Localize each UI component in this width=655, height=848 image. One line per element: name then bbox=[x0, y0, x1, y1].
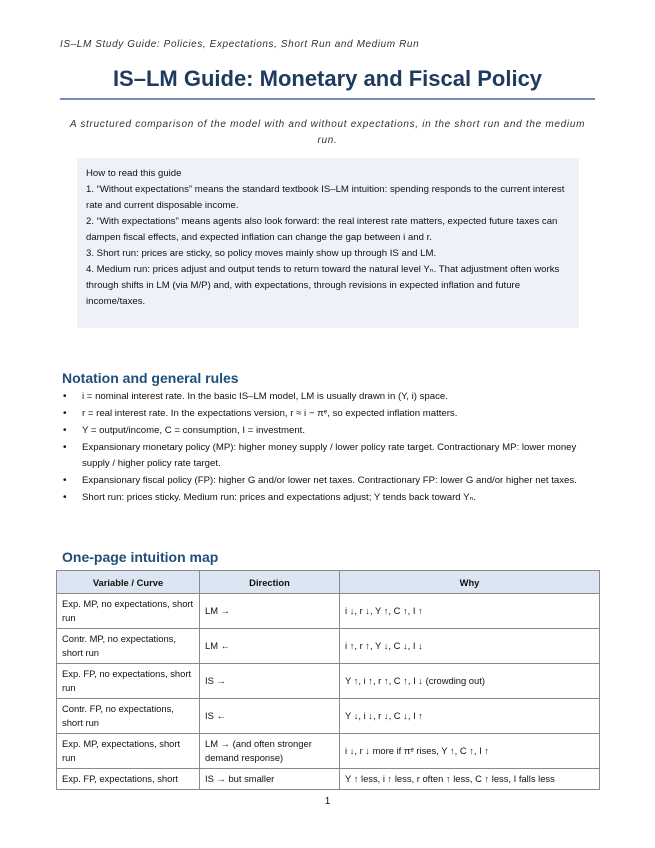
cell-direction: IS → bbox=[200, 664, 340, 699]
running-header: IS–LM Study Guide: Policies, Expectations, Short Run and Medium Run bbox=[60, 39, 420, 50]
cell-why: i ↓, r ↓, Y ↑, C ↑, I ↑ bbox=[340, 594, 600, 629]
cell-variable: Exp. FP, no expectations, short run bbox=[57, 664, 200, 699]
cell-variable: Exp. MP, no expectations, short run bbox=[57, 594, 200, 629]
how-to-read-item: 1. “Without expectations” means the standard textbook IS–LM intuition: spending responds to the current interest rate and current disposable income. bbox=[86, 184, 565, 211]
cell-direction: IS → but smaller bbox=[200, 769, 340, 790]
how-to-read-item: 2. “With expectations” means agents also look forward: the real interest rate matters, expected future taxes can dampen fiscal effects, and expected inflation can change the gap between i and r. bbox=[86, 216, 558, 243]
cell-variable: Contr. MP, no expectations, short run bbox=[57, 629, 200, 664]
column-header-why: Why bbox=[340, 571, 600, 594]
page-title: IS–LM Guide: Monetary and Fiscal Policy bbox=[112, 66, 543, 91]
table-row bbox=[57, 734, 600, 769]
notation-item: • r = real interest rate. In the expectations version, r ≈ i − πᵉ, so expected inflation matters. bbox=[62, 406, 602, 422]
notation-item: • Expansionary fiscal policy (FP): higher G and/or lower net taxes. Contractionary FP: lower G and/or higher net taxes. bbox=[62, 473, 602, 489]
how-to-read-heading: How to read this guide bbox=[86, 168, 182, 179]
notation-heading: Notation and general rules bbox=[62, 370, 239, 386]
cell-why: i ↓, r ↓ more if πᵉ rises, Y ↑, C ↑, I ↑ bbox=[340, 734, 600, 769]
cell-why: i ↑, r ↑, Y ↓, C ↓, I ↓ bbox=[340, 629, 600, 664]
how-to-read-item: 4. Medium run: prices adjust and output tends to return toward the natural level Yₙ. That adjustment often works through shifts in LM (via M/P) and, with expectations, through revisions in expected inflation and future income/taxes. bbox=[86, 264, 560, 307]
table-header-row bbox=[57, 571, 600, 594]
table-row bbox=[57, 769, 600, 790]
cell-why: Y ↑, i ↑, r ↑, C ↑, I ↓ (crowding out) bbox=[340, 664, 600, 699]
cell-direction: IS ← bbox=[200, 699, 340, 734]
notation-item: • i = nominal interest rate. In the basic IS–LM model, LM is usually drawn in (Y, i) space. bbox=[62, 389, 602, 405]
notation-item: • Expansionary monetary policy (MP): higher money supply / lower policy rate target. Contractionary MP: lower money supply / higher policy rate target. bbox=[62, 440, 602, 472]
intuition-map-table bbox=[56, 570, 600, 790]
column-header-variable: Variable / Curve bbox=[57, 571, 200, 594]
table-row bbox=[57, 594, 600, 629]
cell-variable: Contr. FP, no expectations, short run bbox=[57, 699, 200, 734]
cell-direction: LM → (and often stronger demand response) bbox=[200, 734, 340, 769]
cell-why: Y ↑ less, i ↑ less, r often ↑ less, C ↑ less, I falls less bbox=[340, 769, 600, 790]
title-divider bbox=[60, 98, 595, 100]
cell-direction: LM ← bbox=[200, 629, 340, 664]
table-row bbox=[57, 699, 600, 734]
cell-direction: LM → bbox=[200, 594, 340, 629]
column-header-direction: Direction bbox=[200, 571, 340, 594]
table-row bbox=[57, 664, 600, 699]
notation-list bbox=[62, 389, 602, 507]
how-to-read-box bbox=[77, 158, 579, 328]
cell-why: Y ↓, i ↓, r ↓, C ↓, I ↑ bbox=[340, 699, 600, 734]
notation-item: • Short run: prices sticky. Medium run: prices and expectations adjust; Y tends back toward Yₙ. bbox=[62, 490, 602, 506]
page-number: 1 bbox=[324, 796, 331, 807]
page-subtitle: A structured comparison of the model with and without expectations, in the short run and the medium run. bbox=[69, 119, 586, 146]
cell-variable: Exp. MP, expectations, short run bbox=[57, 734, 200, 769]
table-row bbox=[57, 629, 600, 664]
cell-variable: Exp. FP, expectations, short bbox=[57, 769, 200, 790]
intuition-map-heading: One-page intuition map bbox=[62, 549, 219, 565]
how-to-read-item: 3. Short run: prices are sticky, so policy moves mainly show up through IS and LM. bbox=[86, 248, 437, 259]
notation-item: • Y = output/income, C = consumption, I = investment. bbox=[62, 423, 602, 439]
